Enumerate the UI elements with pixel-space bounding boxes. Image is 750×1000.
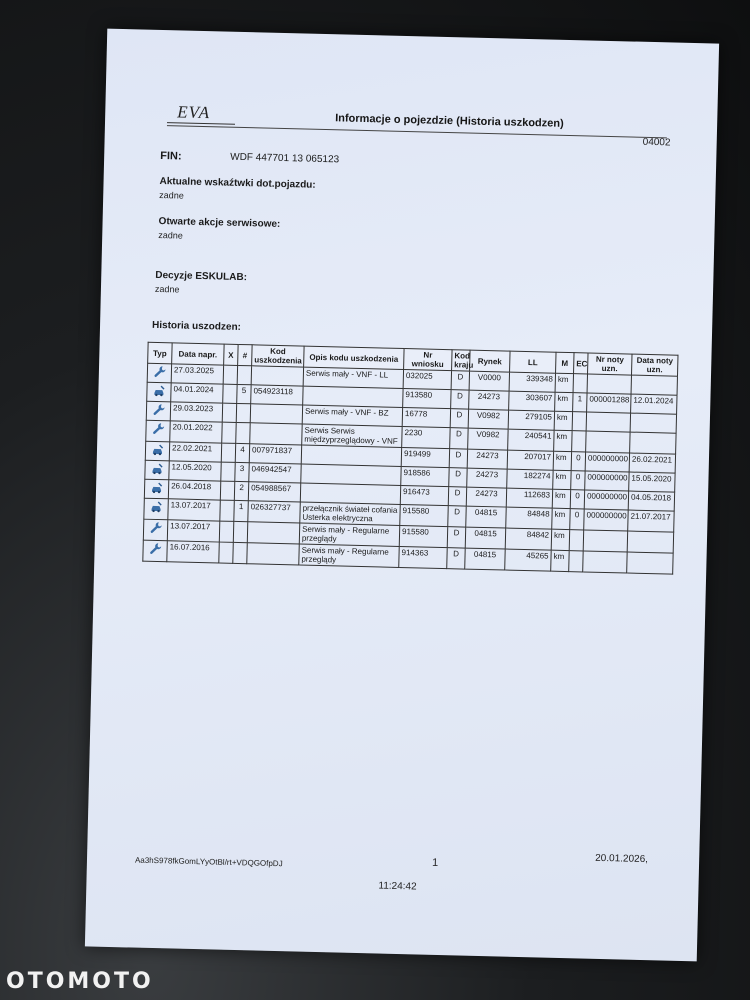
col-description: Opis kodu uszkodzenia	[304, 346, 404, 369]
car-repair-icon	[150, 443, 164, 457]
eskulab-value: zadne	[154, 283, 180, 295]
col-date: Data napr.	[172, 343, 224, 365]
cell-rynek: V0982	[468, 409, 508, 429]
cell-x	[220, 481, 234, 500]
eskulab-label: Decyzje ESKULAB:	[155, 269, 248, 284]
cell-x	[223, 365, 237, 384]
cell-nota	[587, 374, 631, 394]
col-ll: LL	[510, 351, 556, 373]
cell-opis: przełącznik świateł cofania Usterka elektryczna	[300, 502, 400, 525]
wrench-icon	[148, 521, 162, 535]
cell-kraj: D	[449, 468, 467, 487]
cell-kraj: D	[448, 506, 467, 527]
row-type-cell	[144, 498, 169, 520]
row-type-cell	[143, 540, 168, 562]
cell-ll: 240541	[508, 429, 554, 451]
cell-kod: 054988567	[248, 482, 300, 502]
print-date: 20.01.2026,	[595, 852, 649, 866]
cell-x	[221, 462, 235, 481]
cell-ec: 0	[571, 452, 585, 471]
cell-ec	[572, 431, 587, 452]
cell-rynek: 04815	[465, 527, 506, 549]
cell-kod	[251, 366, 303, 386]
cell-date: 27.03.2025	[171, 364, 223, 384]
cell-x	[221, 443, 235, 462]
cell-opis	[301, 464, 401, 485]
fin-value: WDF 447701 13 065123	[230, 151, 340, 166]
car-repair-icon	[149, 500, 163, 514]
cell-wniosek: 913580	[403, 388, 451, 408]
col-note-no: Nr noty uzn.	[588, 353, 632, 375]
col-m: M	[556, 352, 575, 373]
cell-ll: 279105	[508, 410, 554, 430]
footer-document-id: Aa3hS978fkGomLYyOtBl/rt+VDQGOfpDJ	[134, 855, 283, 869]
cell-m: km	[555, 373, 573, 392]
cell-num	[233, 521, 248, 542]
cell-ll: 84848	[506, 507, 552, 529]
cell-date: 13.07.2017	[167, 520, 219, 542]
cell-opis: Serwis mały - VNF - BZ	[302, 405, 402, 426]
cell-ll: 112683	[506, 488, 552, 508]
cell-kraj: D	[450, 428, 469, 449]
cell-num: 2	[234, 481, 248, 500]
cell-m: km	[552, 508, 571, 529]
cell-m: km	[553, 470, 571, 489]
cell-wniosek: 919499	[401, 447, 449, 467]
row-type-cell	[146, 401, 170, 421]
cell-m: km	[554, 411, 572, 430]
col-x: X	[224, 344, 239, 365]
cell-m: km	[551, 529, 570, 550]
otomoto-watermark: OTOMOTO	[6, 969, 154, 994]
cell-ec	[573, 374, 587, 393]
page-number: 1	[431, 856, 439, 869]
wrench-icon	[152, 365, 166, 379]
cell-date: 04.01.2024	[171, 383, 223, 403]
cell-date: 26.04.2018	[168, 480, 220, 500]
col-typ: Typ	[148, 342, 173, 364]
cell-opis: Serwis Serwis międzyprzeglądowy - VNF	[302, 424, 402, 447]
cell-kraj: D	[447, 527, 466, 548]
cell-rynek: 04815	[465, 548, 506, 570]
table-body	[143, 363, 678, 574]
cell-kod: 046942547	[249, 463, 301, 483]
cell-opis	[300, 483, 400, 504]
cell-kraj: D	[451, 390, 469, 409]
car-repair-icon	[150, 462, 164, 476]
cell-wniosek: 914363	[399, 546, 447, 568]
col-ec: EC	[574, 353, 589, 374]
cell-nota	[586, 412, 630, 432]
cell-date: 16.07.2016	[167, 541, 219, 563]
cell-x	[219, 542, 234, 563]
cell-kod: 026327737	[248, 501, 300, 523]
print-time: 11:24:42	[378, 880, 417, 893]
row-type-cell	[143, 519, 168, 541]
cell-ec	[572, 412, 586, 431]
cell-rynek: 24273	[467, 449, 507, 469]
cell-kod: 054923118	[251, 385, 303, 405]
cell-num: 1	[234, 500, 249, 521]
cell-opis: Serwis mały - VNF - LL	[303, 367, 403, 388]
cell-nota: 000000000	[585, 452, 629, 472]
cell-x	[220, 500, 235, 521]
cell-kraj: D	[450, 409, 468, 428]
cell-opis: Serwis mały - Regularne przeglądy	[299, 523, 399, 546]
cell-data-noty: 26.02.2021	[629, 453, 675, 473]
header-divider	[167, 125, 667, 138]
car-repair-icon	[149, 481, 163, 495]
car-repair-icon	[152, 384, 166, 398]
cell-kod	[250, 404, 302, 424]
col-application-no: Nr wniosku	[404, 349, 452, 371]
cell-wniosek: 916473	[400, 485, 448, 505]
cell-ec	[569, 530, 584, 551]
document-page	[85, 29, 719, 962]
cell-date: 12.05.2020	[169, 461, 221, 481]
cell-num	[237, 365, 251, 384]
cell-rynek: V0000	[469, 371, 509, 391]
cell-date: 13.07.2017	[168, 499, 220, 521]
service-actions-label: Otwarte akcje serwisowe:	[158, 215, 281, 230]
cell-nota: 000000000	[585, 471, 629, 491]
col-market: Rynek	[470, 350, 511, 372]
fin-label: FIN:	[160, 149, 182, 163]
cell-x	[222, 422, 237, 443]
cell-x	[222, 403, 236, 422]
wrench-icon	[151, 422, 165, 436]
cell-wniosek: 16778	[402, 407, 450, 427]
cell-data-noty	[630, 432, 676, 454]
row-type-cell	[144, 479, 168, 499]
cell-m: km	[555, 392, 573, 411]
cell-num	[236, 403, 250, 422]
row-type-cell	[147, 363, 171, 383]
cell-wniosek: 915580	[400, 504, 448, 526]
cell-ll: 339348	[509, 372, 555, 392]
cell-nota: 000000000	[584, 509, 628, 531]
cell-ll: 207017	[507, 450, 553, 470]
cell-num: 3	[235, 462, 249, 481]
cell-m: km	[554, 430, 573, 451]
cell-date: 29.03.2023	[170, 402, 222, 422]
cell-ec: 1	[573, 393, 587, 412]
cell-date: 20.01.2022	[170, 421, 222, 443]
cell-kraj: D	[451, 371, 469, 390]
cell-wniosek: 2230	[402, 426, 450, 448]
cell-nota: 000001288	[587, 393, 631, 413]
cell-nota: 000000000	[584, 490, 628, 510]
cell-data-noty	[627, 552, 673, 574]
cell-data-noty	[631, 375, 677, 395]
wrench-icon	[148, 542, 162, 556]
cell-opis	[303, 386, 403, 407]
cell-kod	[247, 543, 299, 565]
cell-ec: 0	[570, 490, 584, 509]
cell-ec: 0	[571, 471, 585, 490]
cell-x	[223, 384, 237, 403]
wrench-icon	[151, 403, 165, 417]
cell-nota	[583, 551, 627, 573]
cell-wniosek: 032025	[403, 370, 451, 390]
cell-nota	[583, 530, 627, 552]
damage-history-table	[142, 342, 678, 575]
cell-ll: 182274	[507, 469, 553, 489]
cell-kraj: D	[448, 487, 466, 506]
col-note-date: Data noty uzn.	[631, 354, 677, 376]
cell-ec	[569, 551, 584, 572]
service-actions-value: zadne	[158, 229, 183, 241]
cell-wniosek: 918586	[401, 466, 449, 486]
cell-data-noty	[630, 413, 676, 433]
cell-m: km	[553, 451, 571, 470]
cell-nota	[586, 431, 630, 453]
cell-num	[233, 542, 248, 563]
cell-m: km	[551, 550, 570, 571]
cell-data-noty: 12.01.2024	[631, 394, 677, 414]
cell-opis	[301, 445, 401, 466]
cell-kraj: D	[449, 449, 467, 468]
document-code: 04002	[642, 136, 671, 149]
current-notes-label: Aktualne wskaźtwki dot.pojazdu:	[159, 175, 316, 191]
col-country-code: Kod kraju	[452, 350, 471, 371]
col-damage-code: Kod uszkodzenia	[252, 345, 304, 367]
cell-opis: Serwis mały - Regularne przeglądy	[299, 544, 399, 567]
cell-x	[219, 521, 234, 542]
row-type-cell	[147, 382, 171, 402]
cell-data-noty	[627, 531, 673, 553]
cell-num	[236, 422, 251, 443]
current-notes-value: zadne	[159, 189, 184, 201]
cell-data-noty: 04.05.2018	[628, 491, 674, 511]
cell-rynek: 04815	[466, 506, 507, 528]
row-type-cell	[146, 420, 171, 442]
cell-kod: 007971837	[249, 444, 301, 464]
cell-rynek: 24273	[469, 390, 509, 410]
document-title: Informacje o pojezdzie (Historia uszkodzen)	[335, 112, 564, 130]
cell-ll: 45265	[505, 549, 551, 571]
row-type-cell	[145, 441, 169, 461]
cell-rynek: 24273	[466, 487, 506, 507]
cell-kraj: D	[447, 548, 466, 569]
row-type-cell	[145, 460, 169, 480]
cell-rynek: 24273	[467, 468, 507, 488]
cell-kod	[250, 423, 302, 445]
cell-m: km	[552, 489, 570, 508]
col-hash: #	[238, 344, 253, 365]
cell-num: 5	[237, 384, 251, 403]
cell-wniosek: 915580	[399, 525, 447, 547]
cell-kod	[247, 522, 299, 544]
cell-data-noty: 21.07.2017	[628, 510, 674, 532]
cell-data-noty: 15.05.2020	[629, 472, 675, 492]
cell-rynek: V0982	[468, 428, 509, 450]
history-label: Historia uszodzen:	[151, 319, 242, 334]
logo-text: EVA	[177, 102, 211, 123]
cell-ll: 84842	[505, 528, 551, 550]
cell-ec: 0	[570, 509, 585, 530]
cell-num: 4	[235, 443, 249, 462]
cell-date: 22.02.2021	[169, 442, 221, 462]
cell-ll: 303607	[509, 391, 555, 411]
